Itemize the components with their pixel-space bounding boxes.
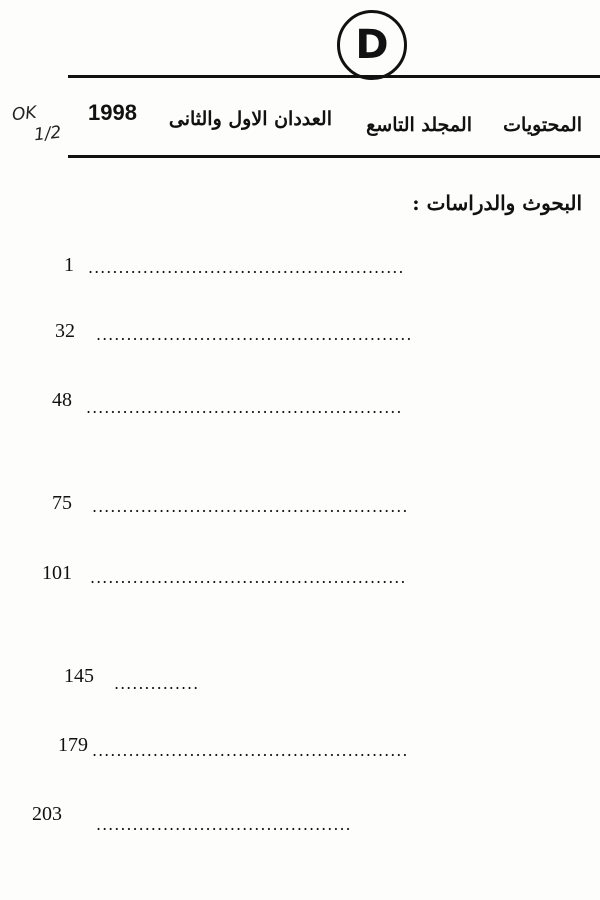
- top-rule: [68, 75, 600, 78]
- section-title: البحوث والدراسات :: [412, 191, 582, 215]
- dot-leader: ....................................................: [90, 568, 407, 587]
- entry-page: 75: [52, 492, 72, 514]
- handwritten-ok: OK: [11, 102, 38, 126]
- header-year: 1998: [88, 100, 137, 125]
- handwritten-fraction: 1/2: [33, 122, 63, 146]
- entry-page: 48: [52, 389, 72, 411]
- logo-letter: D: [355, 22, 389, 68]
- header-contents: المحتويات: [503, 114, 582, 136]
- header-volume: المجلد التاسع: [366, 114, 472, 136]
- header-bottom-rule: [68, 155, 600, 158]
- dot-leader: ....................................................: [88, 258, 405, 277]
- entry-page: 145: [64, 665, 94, 687]
- dot-leader: ..........................................: [96, 815, 352, 834]
- entry-page: 101: [42, 562, 72, 584]
- entry-page: 203: [32, 803, 62, 825]
- dot-leader: ....................................................: [92, 741, 409, 760]
- dot-leader: ....................................................: [92, 497, 409, 516]
- dot-leader: ....................................................: [96, 325, 413, 344]
- dot-leader: ..............: [114, 674, 200, 693]
- entry-page: 32: [55, 320, 75, 342]
- entry-page: 179: [58, 734, 88, 756]
- journal-logo: [337, 10, 407, 80]
- header-issues: العددان الاول والثانى: [168, 108, 332, 130]
- entry-page: 1: [64, 254, 74, 276]
- dot-leader: ....................................................: [86, 398, 403, 417]
